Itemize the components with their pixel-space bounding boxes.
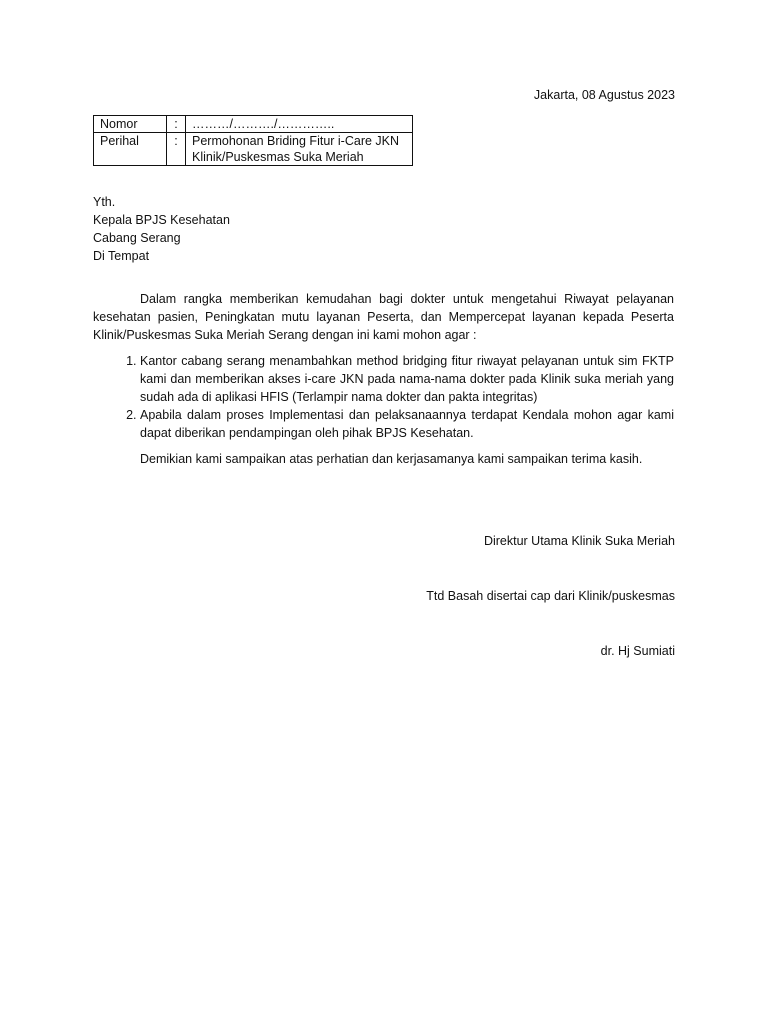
request-item-1: 1. Kantor cabang serang menambahkan method bridging fitur riwayat pelayanan untuk sim FKTP kami dan memberikan akses i-care JKN pada nama-nama dokter pada Klinik suka meriah yang sudah ada di aplikasi HFIS (Terlampir nama dokter dan pakta integritas)	[140, 352, 674, 406]
letter-date: Jakarta, 08 Agustus 2023	[533, 88, 675, 102]
addressee-line-1: Kepala BPJS Kesehatan	[93, 213, 230, 227]
request-list	[93, 352, 674, 442]
signature-note: Ttd Basah disertai cap dari Klinik/puskesmas	[426, 589, 675, 603]
signature-name: dr. Hj Sumiati	[600, 644, 675, 658]
addressee-salutation: Yth.	[93, 195, 116, 209]
addressee-line-3: Di Tempat	[93, 249, 150, 263]
nomor-label: Nomor	[94, 116, 167, 133]
closing-paragraph: Demikian kami sampaikan atas perhatian dan kerjasamanya kami sampaikan terima kasih.	[140, 452, 643, 466]
addressee-block	[93, 193, 230, 265]
intro-paragraph: Dalam rangka memberikan kemudahan bagi dokter untuk mengetahui Riwayat pelayanan kesehatan pasien, Peningkatan mutu layanan Peserta, dan Mempercepat layanan kepada Peserta Klinik/Puskesmas Suka Meriah Serang dengan ini kami mohon agar :	[93, 292, 674, 342]
nomor-row	[94, 116, 413, 133]
addressee-line-2: Cabang Serang	[93, 231, 181, 245]
signature-title: Direktur Utama Klinik Suka Meriah	[483, 534, 675, 548]
reference-table	[93, 115, 413, 166]
perihal-row	[94, 133, 413, 166]
perihal-value: Permohonan Briding Fitur i-Care JKN Klinik/Puskesmas Suka Meriah	[186, 133, 413, 166]
nomor-colon: :	[167, 116, 186, 133]
perihal-colon: :	[167, 133, 186, 166]
request-item-2: 2. Apabila dalam proses Implementasi dan pelaksanaannya terdapat Kendala mohon agar kami dapat diberikan pendampingan oleh pihak BPJS Kesehatan.	[140, 406, 674, 442]
letter-body	[93, 290, 674, 468]
nomor-value: ………/………./…………..	[186, 116, 413, 133]
perihal-label: Perihal	[94, 133, 167, 166]
